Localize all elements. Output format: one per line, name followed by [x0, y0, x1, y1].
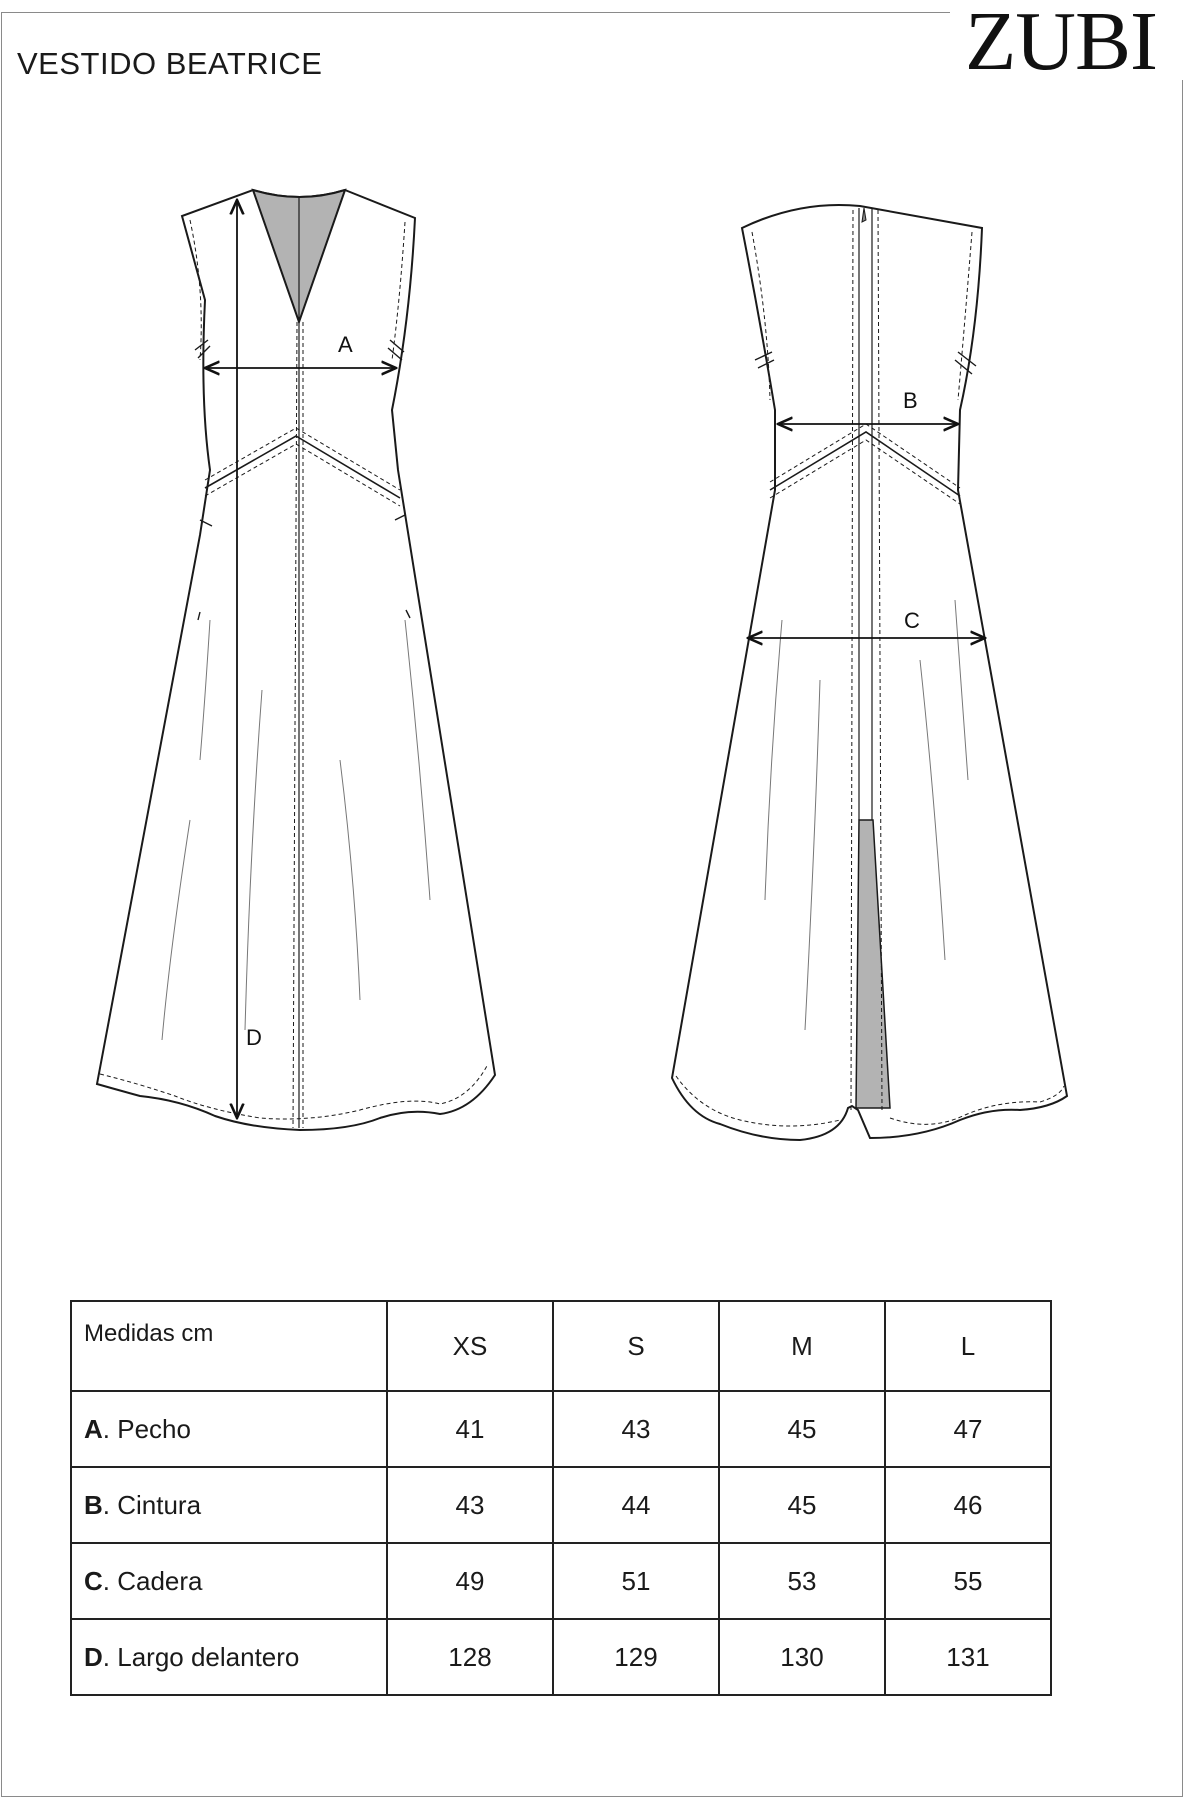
row-label — [71, 1619, 387, 1695]
table-cell: 49 — [387, 1543, 553, 1619]
row-name: Largo delantero — [110, 1641, 300, 1672]
label-c: C — [904, 608, 920, 633]
table-cell: 41 — [387, 1391, 553, 1467]
label-a: A — [338, 332, 353, 357]
row-separator: . — [102, 1489, 111, 1520]
table-row — [71, 1543, 1051, 1619]
front-silhouette — [97, 190, 495, 1130]
table-cell: 43 — [387, 1467, 553, 1543]
dress-back-view — [672, 205, 1067, 1140]
header-size-xs: XS — [387, 1301, 553, 1391]
row-letter: D — [84, 1641, 103, 1672]
row-name: Cintura — [110, 1489, 202, 1520]
row-separator: . — [102, 1641, 111, 1672]
table-row — [71, 1391, 1051, 1467]
header-size-s: S — [553, 1301, 719, 1391]
table-row — [71, 1467, 1051, 1543]
table-row — [71, 1619, 1051, 1695]
table-cell: 44 — [553, 1467, 719, 1543]
header-size-m: M — [719, 1301, 885, 1391]
table-cell: 45 — [719, 1467, 885, 1543]
row-letter: C — [84, 1565, 103, 1596]
row-name: Cadera — [110, 1565, 203, 1596]
table-cell: 47 — [885, 1391, 1051, 1467]
row-letter: A — [84, 1413, 103, 1444]
brand-logo: ZUBI — [965, 0, 1157, 88]
table-cell: 43 — [553, 1391, 719, 1467]
row-separator: . — [102, 1565, 111, 1596]
table-cell: 129 — [553, 1619, 719, 1695]
row-separator: . — [102, 1413, 111, 1444]
table-cell: 55 — [885, 1543, 1051, 1619]
label-b: B — [903, 388, 918, 413]
row-label — [71, 1467, 387, 1543]
table-cell: 46 — [885, 1467, 1051, 1543]
header-label: Medidas cm — [71, 1301, 387, 1391]
row-name: Pecho — [110, 1413, 191, 1444]
label-d: D — [246, 1025, 262, 1050]
row-label — [71, 1543, 387, 1619]
table-header-row — [71, 1301, 1051, 1391]
dress-front-view — [97, 190, 495, 1130]
size-chart-table — [70, 1300, 1052, 1696]
row-letter: B — [84, 1489, 103, 1520]
header-size-l: L — [885, 1301, 1051, 1391]
table-cell: 130 — [719, 1619, 885, 1695]
table-cell: 51 — [553, 1543, 719, 1619]
row-label — [71, 1391, 387, 1467]
table-cell: 128 — [387, 1619, 553, 1695]
product-title: VESTIDO BEATRICE — [17, 46, 323, 81]
table-cell: 131 — [885, 1619, 1051, 1695]
table-cell: 45 — [719, 1391, 885, 1467]
table-cell: 53 — [719, 1543, 885, 1619]
